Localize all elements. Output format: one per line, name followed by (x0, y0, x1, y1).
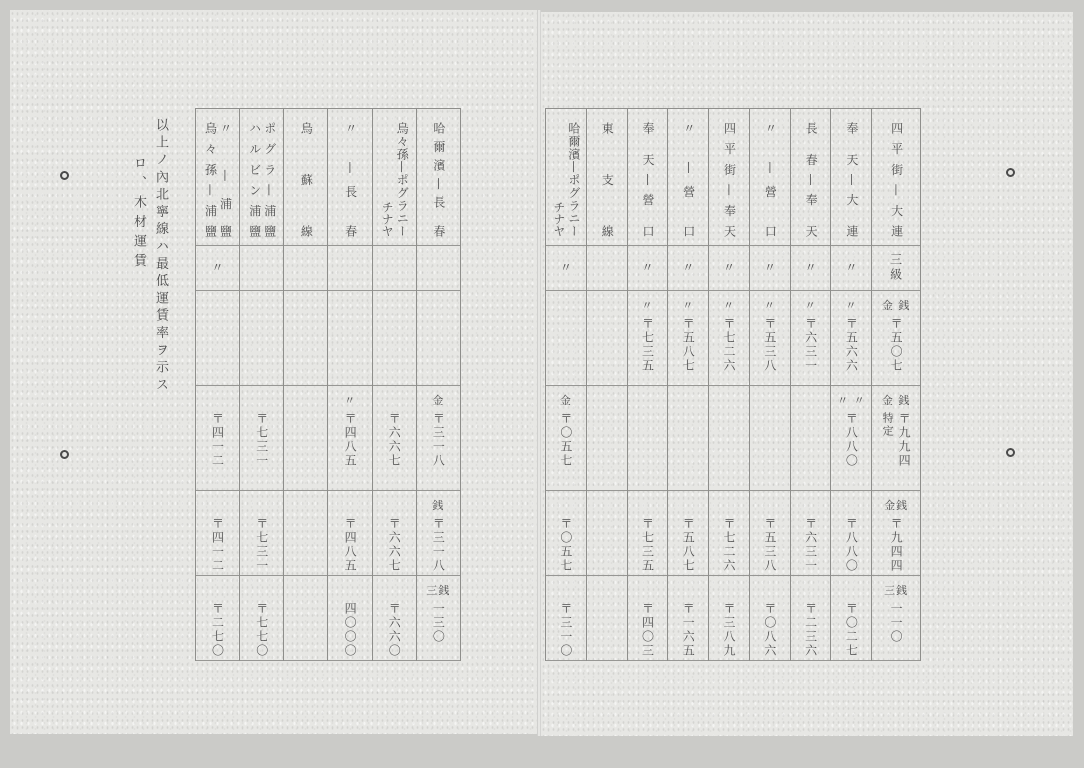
route-line: 奉 天—大 連 (844, 122, 859, 237)
route-cell (709, 109, 749, 246)
route-wrap (750, 122, 790, 237)
binding-hole-mark (1006, 168, 1015, 177)
rate-value-group (804, 317, 818, 373)
rate-value: 〒六三一 (803, 517, 818, 573)
rate-value: 四〇〇〇 (343, 602, 358, 658)
rate-value-group (722, 517, 736, 573)
rate-value: 〒七七〇 (254, 602, 269, 658)
table-column (790, 109, 831, 661)
table-column (545, 109, 586, 661)
rate-value-group (681, 317, 695, 373)
route-line: 四平街—奉天 (722, 122, 737, 237)
rate-cell (373, 491, 416, 576)
route-name (762, 122, 777, 237)
rate-mark: 三銭 (426, 584, 451, 597)
rate-cell (872, 576, 920, 661)
rate-value-group (844, 602, 858, 658)
route-name (722, 122, 737, 237)
rate-value: 〒七三五 (640, 317, 655, 373)
rate-value-group (387, 517, 401, 573)
rate-cell (750, 386, 790, 491)
rate-value-group (211, 602, 225, 658)
rate-value-group (559, 412, 573, 468)
rate-value: 〒四一二 (210, 517, 225, 573)
rate-cell (284, 576, 327, 661)
class-cell (196, 246, 239, 291)
rate-value-group (559, 517, 573, 573)
class-cell (709, 246, 749, 291)
rate-cell (668, 386, 708, 491)
route-line: 〃 —浦鹽 (218, 122, 233, 237)
rate-cell (872, 491, 920, 576)
rate-value: 〒六六七 (387, 517, 402, 573)
rate-cell (240, 291, 283, 386)
rate-value-group (431, 602, 445, 644)
rate-cell (546, 491, 586, 576)
binding-hole-mark (1006, 448, 1015, 457)
route-line: 〃 —營 口 (681, 122, 696, 237)
table-column (871, 109, 920, 661)
rate-cell (872, 291, 920, 386)
rate-value: 〒六六〇 (387, 602, 402, 658)
rate-value: 〒九四四 (889, 517, 904, 573)
rate-value-group (640, 517, 654, 573)
rate-value: 〒五八七 (681, 517, 696, 573)
rate-mark: 〃 (682, 299, 695, 312)
rate-cell (196, 576, 239, 661)
rate-value-group (255, 412, 269, 468)
rate-value: 〒八八〇 (844, 517, 859, 573)
route-line: チナヤ (380, 201, 395, 237)
rate-value-group (804, 602, 818, 658)
rate-value: 〒四一二 (210, 412, 225, 468)
table-column (667, 109, 708, 661)
class-cell (872, 246, 920, 291)
rate-cell (668, 576, 708, 661)
rate-mark: 〃 (763, 299, 776, 312)
rate-value-group (211, 412, 225, 468)
rate-value: 〒四〇三 (640, 602, 655, 658)
rate-value: 〒九九四 (897, 412, 912, 468)
table-column (586, 109, 627, 661)
rate-cell (587, 291, 627, 386)
rate-value-group (763, 602, 777, 658)
route-cell (628, 109, 668, 246)
section-heading-timber-freight: ロ、木材運賃 (131, 156, 146, 273)
rate-cell (668, 491, 708, 576)
route-cell (373, 109, 416, 246)
rate-cell (628, 291, 668, 386)
class-cell (791, 246, 831, 291)
rate-cell (240, 576, 283, 661)
route-wrap (791, 122, 831, 237)
route-name (803, 122, 818, 237)
class-cell (587, 246, 627, 291)
rate-cell (546, 291, 586, 386)
rate-value: 〒五三八 (762, 317, 777, 373)
rate-cell (831, 386, 871, 491)
table-column (627, 109, 668, 661)
rate-cell (373, 576, 416, 661)
rate-cell (628, 491, 668, 576)
rate-value: 〒六六七 (387, 412, 402, 468)
rate-cell (328, 576, 371, 661)
footnote-minimum-rate: 以上ノ內北寧線ハ最低運賃率ヲ示ス (153, 118, 168, 395)
rate-cell (417, 576, 460, 661)
route-cell (668, 109, 708, 246)
table-column (708, 109, 749, 661)
rate-value: 〒七三一 (254, 517, 269, 573)
route-wrap (373, 122, 416, 237)
table-column (327, 109, 371, 661)
rate-value: 〒五三八 (762, 517, 777, 573)
rate-value: 〒〇八六 (762, 602, 777, 658)
binding-hole-mark (60, 171, 69, 180)
rate-value: 〒七三一 (254, 412, 269, 468)
route-name (431, 122, 446, 237)
rate-value-group (722, 602, 736, 658)
rate-cell (750, 291, 790, 386)
route-cell (284, 109, 327, 246)
rate-cell (328, 291, 371, 386)
rate-value: 〒八八〇 (844, 412, 859, 468)
table-column (372, 109, 416, 661)
route-wrap (196, 122, 239, 237)
rate-value-group (255, 517, 269, 573)
route-name (203, 122, 233, 237)
route-line: 〃 —長 春 (343, 122, 358, 237)
rate-value-group (844, 412, 858, 468)
route-line: 烏 蘇 線 (299, 122, 314, 237)
rate-value-group (889, 317, 903, 373)
class-cell (628, 246, 668, 291)
rate-mark: 〃 (723, 299, 736, 312)
rate-mark: 〃 (804, 299, 817, 312)
class-cell (831, 246, 871, 291)
rate-cell (196, 386, 239, 491)
rate-value-group (211, 517, 225, 573)
rate-value-group (881, 412, 911, 468)
route-wrap (628, 122, 668, 237)
route-line: 東 支 線 (600, 122, 615, 237)
route-wrap (328, 122, 371, 237)
rate-qualifier: 特定 (881, 412, 895, 438)
route-name (640, 122, 655, 237)
class-cell (284, 246, 327, 291)
rate-mark: 金 (432, 394, 445, 407)
rate-value: 一一〇 (889, 602, 904, 644)
freight-class: 〃 (762, 260, 777, 276)
route-wrap (831, 122, 871, 237)
rate-cell (872, 386, 920, 491)
freight-class: 〃 (680, 260, 695, 276)
route-cell (240, 109, 283, 246)
route-wrap (709, 122, 749, 237)
binding-hole-mark (60, 450, 69, 459)
route-cell (587, 109, 627, 246)
rate-value: 〒二三六 (803, 602, 818, 658)
rate-value-group (763, 517, 777, 573)
class-cell (546, 246, 586, 291)
rate-value-group (431, 412, 445, 468)
route-line: 烏々孫—ポグラニー (395, 122, 410, 237)
route-cell (791, 109, 831, 246)
route-cell (328, 109, 371, 246)
rate-value-group (844, 517, 858, 573)
freight-class: 〃 (803, 260, 818, 276)
rate-value-group (640, 602, 654, 658)
rate-value: 〒三一〇 (558, 602, 573, 658)
rate-value-group (681, 602, 695, 658)
rate-value: 〒一六五 (681, 602, 696, 658)
freight-class: 三級 (888, 253, 903, 283)
rate-value-group (343, 602, 357, 658)
rate-value: 〒七三五 (640, 517, 655, 573)
route-line: 四平街—大連 (889, 122, 904, 237)
route-wrap (417, 122, 460, 237)
rate-value: 〒四八五 (343, 517, 358, 573)
route-name (551, 122, 581, 237)
rate-cell (628, 576, 668, 661)
route-wrap (284, 122, 327, 237)
route-name (379, 122, 409, 237)
route-name (599, 122, 614, 237)
rate-value: 〒七二六 (722, 317, 737, 373)
freight-class: 〃 (843, 260, 858, 276)
class-cell (417, 246, 460, 291)
freight-rate-table-left (195, 108, 461, 661)
rate-value: 〒五八七 (681, 317, 696, 373)
route-cell (750, 109, 790, 246)
class-cell (240, 246, 283, 291)
route-wrap (872, 122, 920, 237)
rate-value: 〒〇五七 (558, 517, 573, 573)
table-column (283, 109, 327, 661)
freight-class: 〃 (210, 260, 225, 276)
rate-cell (628, 386, 668, 491)
rate-cell (709, 386, 749, 491)
freight-class: 〃 (639, 260, 654, 276)
rate-value: 〒四八五 (343, 412, 358, 468)
rate-cell (668, 291, 708, 386)
rate-mark: 〃 (344, 394, 357, 407)
class-cell (373, 246, 416, 291)
rate-cell (417, 491, 460, 576)
rate-cell (328, 491, 371, 576)
route-cell (831, 109, 871, 246)
freight-class: 〃 (721, 260, 736, 276)
rate-value: 〒〇五七 (558, 412, 573, 468)
rate-value: 〒〇二七 (844, 602, 859, 658)
rate-mark: 〃 (845, 299, 858, 312)
route-wrap (240, 122, 283, 237)
freight-rate-table-right (545, 108, 921, 661)
rate-cell (587, 491, 627, 576)
class-cell (750, 246, 790, 291)
rate-cell (328, 386, 371, 491)
rate-cell (831, 576, 871, 661)
route-wrap (587, 122, 627, 237)
route-name (681, 122, 696, 237)
rate-value: 〒七二六 (722, 517, 737, 573)
rate-cell (709, 576, 749, 661)
rate-value: 〒五〇七 (889, 317, 904, 373)
rate-cell (587, 576, 627, 661)
rate-value: 〒六三一 (803, 317, 818, 373)
rate-mark: 金 銭 (881, 299, 911, 312)
rate-cell (196, 291, 239, 386)
rate-cell (240, 386, 283, 491)
rate-cell (546, 386, 586, 491)
rate-value-group (722, 317, 736, 373)
route-cell (196, 109, 239, 246)
table-column (239, 109, 283, 661)
route-cell (872, 109, 920, 246)
rate-mark: 三銭 (884, 584, 909, 597)
route-line: ポグラ—浦鹽 (262, 122, 277, 237)
rate-mark: 金 (559, 394, 572, 407)
rate-cell (709, 291, 749, 386)
route-name (343, 122, 358, 237)
rate-value-group (804, 517, 818, 573)
rate-cell (791, 386, 831, 491)
rate-value-group (431, 517, 445, 573)
route-name (298, 122, 313, 237)
rate-value: 〒三八九 (722, 602, 737, 658)
route-line: ハルビン浦鹽 (247, 122, 262, 237)
route-wrap (668, 122, 708, 237)
rate-mark: 〃 (641, 299, 654, 312)
rate-cell (831, 491, 871, 576)
rate-cell (791, 291, 831, 386)
rate-value-group (387, 412, 401, 468)
freight-class: 〃 (558, 260, 573, 276)
rate-value-group (681, 517, 695, 573)
rate-value: 一三〇 (431, 602, 446, 644)
rate-cell (196, 491, 239, 576)
rate-value-group (763, 317, 777, 373)
route-line: 哈爾濱—長 春 (431, 122, 446, 237)
table-column (195, 109, 239, 661)
route-name (889, 122, 904, 237)
rate-value-group (343, 517, 357, 573)
route-wrap (546, 122, 586, 237)
rate-value-group (889, 517, 903, 573)
rate-cell (284, 491, 327, 576)
rate-cell (284, 386, 327, 491)
rate-value-group (343, 412, 357, 468)
route-line: 烏々孫—浦鹽 (203, 122, 218, 237)
rate-value: 〒三一八 (431, 412, 446, 468)
rate-cell (587, 386, 627, 491)
route-name (247, 122, 277, 237)
rate-cell (791, 491, 831, 576)
route-line: 〃 —營 口 (763, 122, 778, 237)
route-cell (546, 109, 586, 246)
table-column (416, 109, 460, 661)
table-column (830, 109, 871, 661)
rate-value: 〒五六六 (844, 317, 859, 373)
route-line: 奉 天—營 口 (640, 122, 655, 237)
route-cell (417, 109, 460, 246)
rate-cell (750, 491, 790, 576)
rate-value: 〒二七〇 (210, 602, 225, 658)
rate-mark: 〃 〃 (837, 394, 866, 407)
rate-value: 〒三一八 (431, 517, 446, 573)
rate-cell (284, 291, 327, 386)
rate-value-group (559, 602, 573, 658)
rate-value-group (640, 317, 654, 373)
class-cell (328, 246, 371, 291)
rate-cell (240, 491, 283, 576)
rate-value-group (889, 602, 903, 644)
rate-value-group (844, 317, 858, 373)
table-column (749, 109, 790, 661)
rate-value-group (255, 602, 269, 658)
rate-cell (373, 386, 416, 491)
rate-mark: 金銭 (884, 499, 909, 512)
route-line: チナヤ (551, 201, 566, 237)
rate-cell (750, 576, 790, 661)
rate-cell (417, 291, 460, 386)
route-name (844, 122, 859, 237)
rate-cell (417, 386, 460, 491)
page-fold (537, 10, 541, 736)
rate-cell (831, 291, 871, 386)
rate-cell (546, 576, 586, 661)
class-cell (668, 246, 708, 291)
rate-value-group (387, 602, 401, 658)
rate-mark: 銭 (432, 499, 445, 512)
rate-cell (709, 491, 749, 576)
route-line: 哈爾濱—ポグラニー (566, 122, 581, 237)
rate-cell (373, 291, 416, 386)
rate-cell (791, 576, 831, 661)
rate-mark: 金 銭 (881, 394, 911, 407)
route-line: 長 春—奉 天 (804, 122, 819, 237)
